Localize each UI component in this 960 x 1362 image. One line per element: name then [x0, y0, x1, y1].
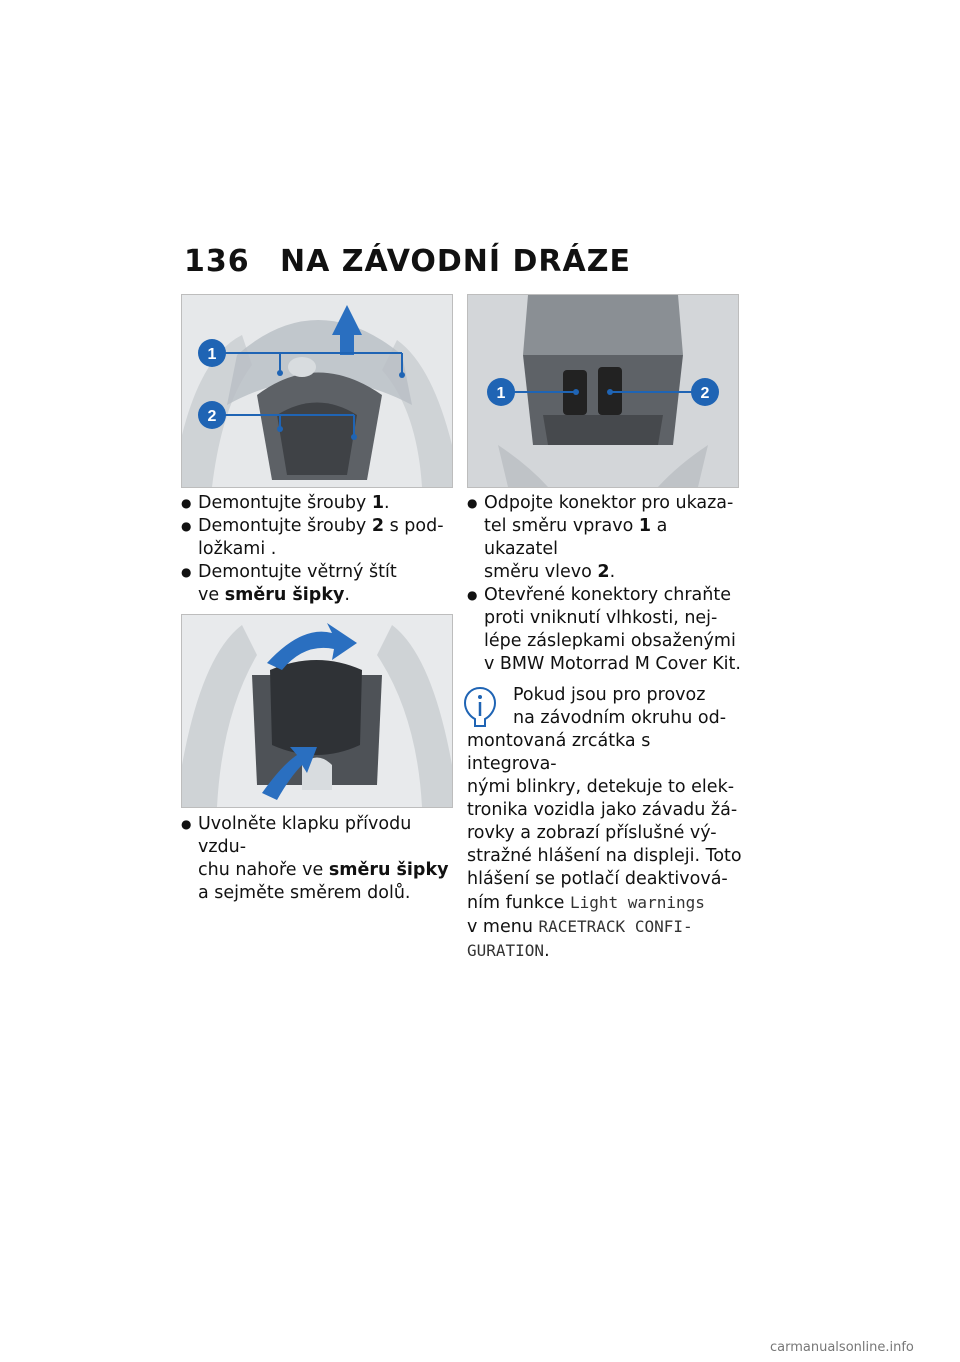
step-remove-windscreen: ● Demontujte větrný štít ve směru šipky. [181, 561, 456, 607]
connectors-illustration [468, 295, 738, 487]
callout-1: 1 [496, 385, 506, 402]
figure-air-intake-flap [181, 614, 453, 808]
windscreen-illustration [182, 295, 452, 487]
air-intake-illustration [182, 615, 452, 807]
step-remove-screws-1: ● Demontujte šrouby 1. [181, 492, 456, 515]
left-steps-top [181, 492, 456, 607]
info-note: Pokud jsou pro provoz na závodním okruhu od- montovaná zrcátka s integrova- nými blinkry, detekuje to elek- tronika vozidla jako závadu žá- rovky a zobrazí příslušné vý- stražné hlášení na displeji. Toto hlášení se potlačí deaktivová- ním funkce Light warnings v menu RACETRACK CONFI- GURATION. [467, 684, 742, 963]
left-steps-bottom [181, 813, 456, 905]
callout-1: 1 [207, 346, 217, 363]
step-release-flap: ● Uvolněte klapku přívodu vzdu- chu nahoře ve směru šipky a sejměte směrem dolů. [181, 813, 456, 905]
section-title: NA ZÁVODNÍ DRÁZE [280, 244, 631, 279]
step-disconnect-connectors: ● Odpojte konektor pro ukaza- tel směru vpravo 1 a ukazatel směru vlevo 2. [467, 492, 742, 584]
figure-connectors [467, 294, 739, 488]
watermark-footer: carmanualsonline.info [770, 1340, 914, 1355]
page-header [184, 244, 631, 279]
info-icon [463, 686, 497, 728]
step-remove-screws-2: ● Demontujte šrouby 2 s pod- ložkami . [181, 515, 456, 561]
right-column [467, 492, 742, 963]
callout-2: 2 [700, 385, 710, 402]
page-number: 136 [184, 244, 250, 279]
callout-2: 2 [207, 408, 217, 425]
step-protect-connectors: ● Otevřené konektory chraňte proti vniknutí vlhkosti, nej- lépe záslepkami obsaženými v BMW Motorrad M Cover Kit. [467, 584, 742, 676]
figure-windscreen-screws [181, 294, 453, 488]
